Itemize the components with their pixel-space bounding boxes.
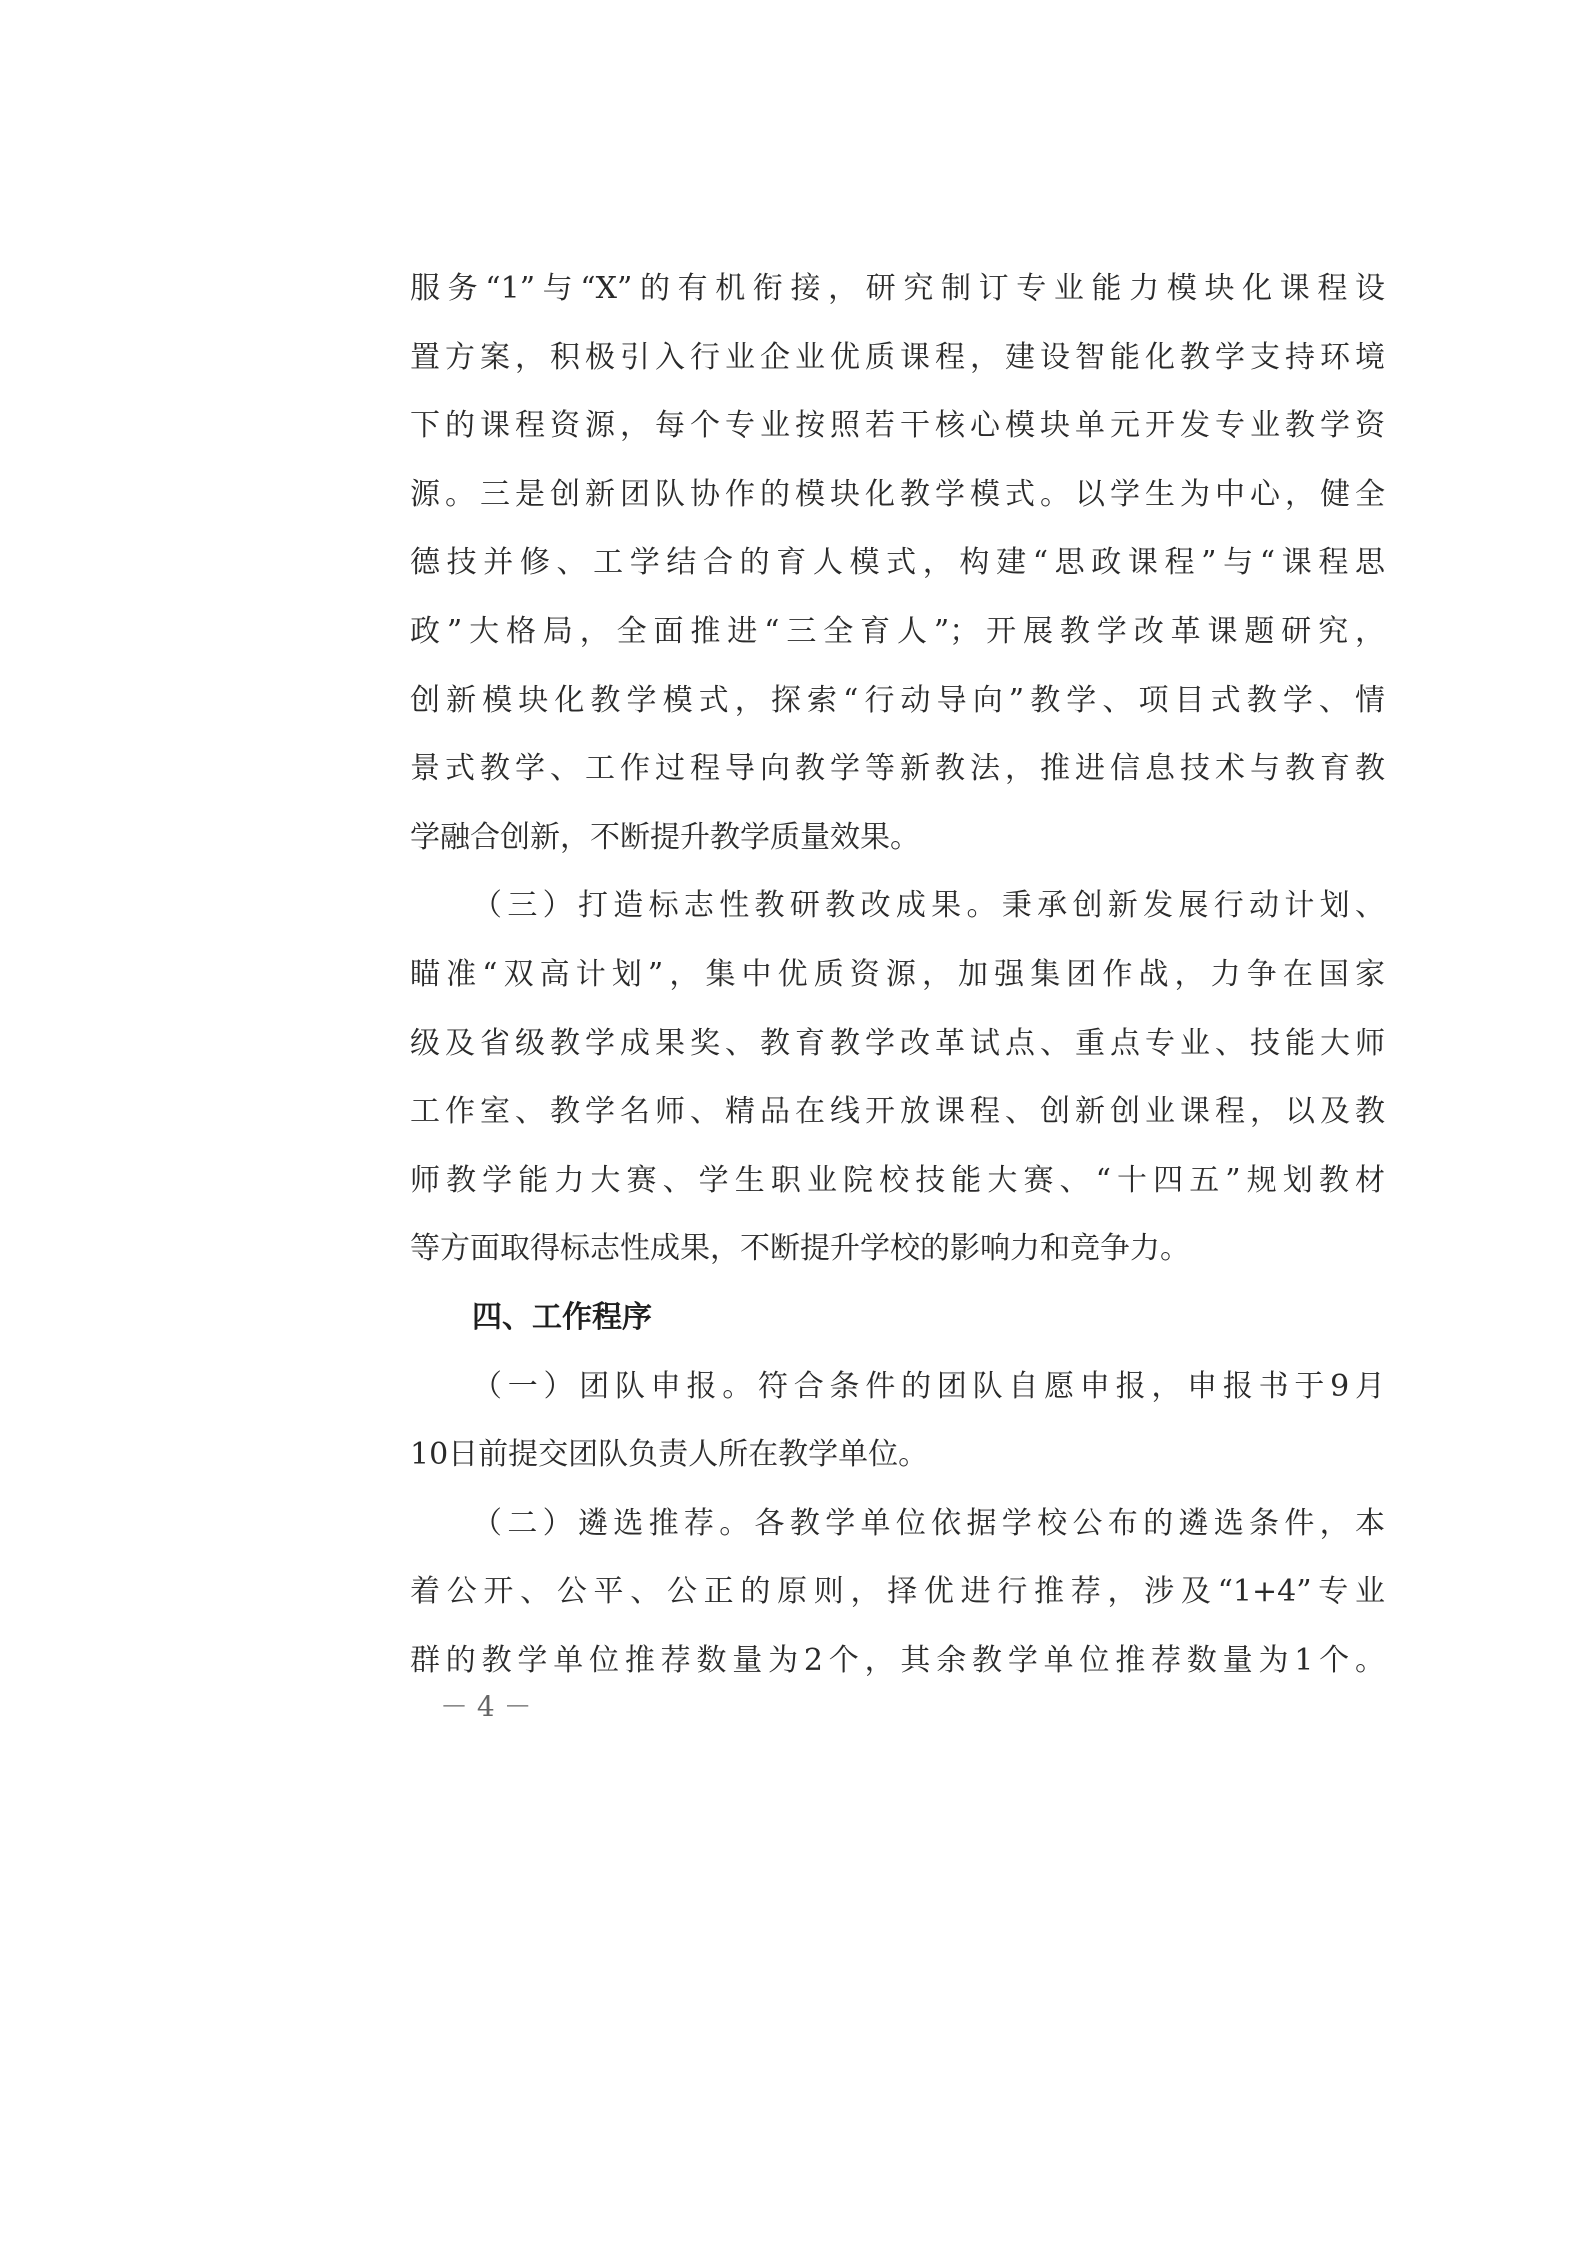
text-line: 级及省级教学成果奖、教育教学改革试点、重点专业、技能大师	[410, 1025, 1385, 1061]
text-line: 下的课程资源，每个专业按照若干核心模块单元开发专业教学资	[410, 408, 1385, 444]
text-line: 置方案，积极引入行业企业优质课程，建设智能化教学支持环境	[410, 339, 1385, 375]
section-heading-work-procedure: 四、工作程序	[472, 1299, 652, 1335]
text-line: 等方面取得标志性成果，不断提升学校的影响力和竞争力。	[410, 1231, 1190, 1267]
procedure-item-two: （二）遴选推荐。各教学单位依据学校公布的遴选条件，本	[472, 1505, 1385, 1541]
text-line: 着公开、公平、公正的原则，择优进行推荐，涉及“1+4”专业	[410, 1574, 1385, 1610]
text-line: 瞄准“双高计划”，集中优质资源，加强集团作战，力争在国家	[410, 956, 1385, 992]
text-line: 群的教学单位推荐数量为2个，其余教学单位推荐数量为1个。	[410, 1642, 1385, 1678]
procedure-item-one: （一）团队申报。符合条件的团队自愿申报，申报书于9月	[472, 1368, 1385, 1404]
text-line: 服务“1”与“X”的有机衔接，研究制订专业能力模块化课程设	[410, 271, 1385, 306]
text-line: 创新模块化教学模式，探索“行动导向”教学、项目式教学、情	[410, 682, 1385, 718]
text-line: 景式教学、工作过程导向教学等新教法，推进信息技术与教育教	[410, 751, 1385, 787]
page-number: － 4 －	[440, 1690, 532, 1723]
text-line: 学融合创新，不断提升教学质量效果。	[410, 819, 920, 855]
text-line: 源。三是创新团队协作的模块化教学模式。以学生为中心，健全	[410, 476, 1385, 512]
text-line: 工作室、教学名师、精品在线开放课程、创新创业课程，以及教	[410, 1094, 1385, 1130]
section-paragraph-three-heading: （三）打造标志性教研教改成果。秉承创新发展行动计划、	[472, 888, 1385, 924]
text-line: 德技并修、工学结合的育人模式，构建“思政课程”与“课程思	[410, 545, 1385, 581]
body-text	[410, 255, 1385, 1695]
text-line: 10日前提交团队负责人所在教学单位。	[410, 1437, 929, 1473]
text-line: 政”大格局，全面推进“三全育人”；开展教学改革课题研究，	[410, 613, 1385, 649]
text-line: 师教学能力大赛、学生职业院校技能大赛、“十四五”规划教材	[410, 1162, 1385, 1198]
